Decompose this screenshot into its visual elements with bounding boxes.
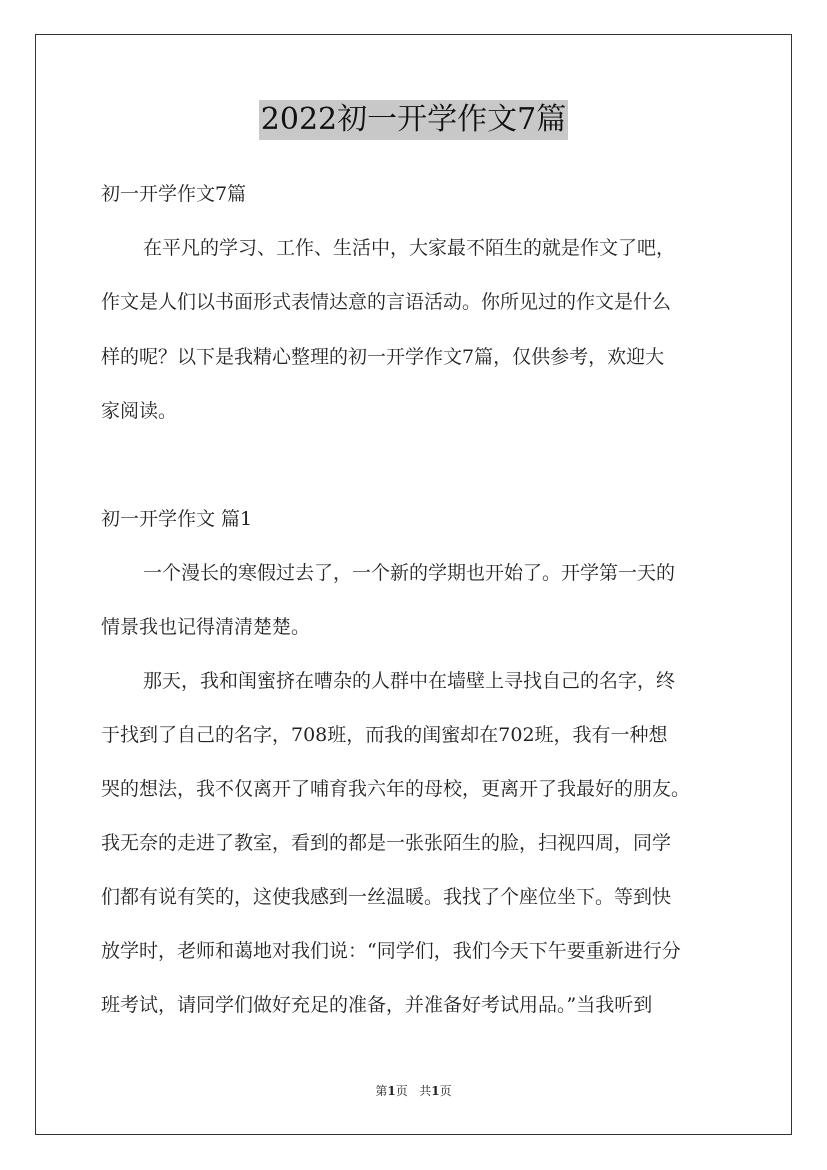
para1-line-1: 一个漫长的寒假过去了，一个新的学期也开始了。开学第一天的 bbox=[143, 562, 676, 584]
intro-line-3: 样的呢？以下是我精心整理的初一开学作文7篇，仅供参考，欢迎大 bbox=[101, 346, 665, 368]
footer-page-total: 1 bbox=[431, 1084, 440, 1098]
footer-page-pre: 第 bbox=[375, 1084, 388, 1098]
intro-line-4: 家阅读。 bbox=[101, 400, 178, 422]
para2-line-3: 哭的想法，我不仅离开了哺育我六年的母校，更离开了我最好的朋友。 bbox=[101, 778, 691, 800]
page-footer bbox=[0, 1083, 827, 1099]
intro-line-1: 在平凡的学习、工作、生活中，大家最不陌生的就是作文了吧， bbox=[143, 237, 676, 259]
para2-line-4: 我无奈的走进了教室，看到的都是一张张陌生的脸，扫视四周，同学 bbox=[101, 832, 672, 854]
subtitle: 初一开学作文7篇 bbox=[101, 183, 247, 205]
title-container bbox=[0, 100, 827, 140]
intro-line-2: 作文是人们以书面形式表情达意的言语活动。你所见过的作文是什么 bbox=[101, 291, 672, 313]
footer-page-post: 页 bbox=[439, 1084, 452, 1098]
document-title: 2022初一开学作文7篇 bbox=[259, 100, 568, 140]
section-heading: 初一开学作文 篇1 bbox=[101, 508, 253, 530]
para2-line-6: 放学时，老师和蔼地对我们说：“同学们，我们今天下午要重新进行分 bbox=[101, 940, 681, 962]
para2-line-2: 于找到了自己的名字，708班，而我的闺蜜却在702班，我有一种想 bbox=[101, 724, 668, 746]
para2-line-7: 班考试，请同学们做好充足的准备，并准备好考试用品。”当我听到 bbox=[101, 994, 653, 1016]
para2-line-5: 们都有说有笑的，这使我感到一丝温暖。我找了个座位坐下。等到快 bbox=[101, 886, 672, 908]
footer-page-mid: 页 共 bbox=[395, 1084, 432, 1098]
footer-page-number: 1 bbox=[387, 1084, 396, 1098]
para1-line-2: 情景我也记得清清楚楚。 bbox=[101, 616, 311, 638]
para2-line-1: 那天，我和闺蜜挤在嘈杂的人群中在墙壁上寻找自己的名字，终 bbox=[143, 670, 676, 692]
